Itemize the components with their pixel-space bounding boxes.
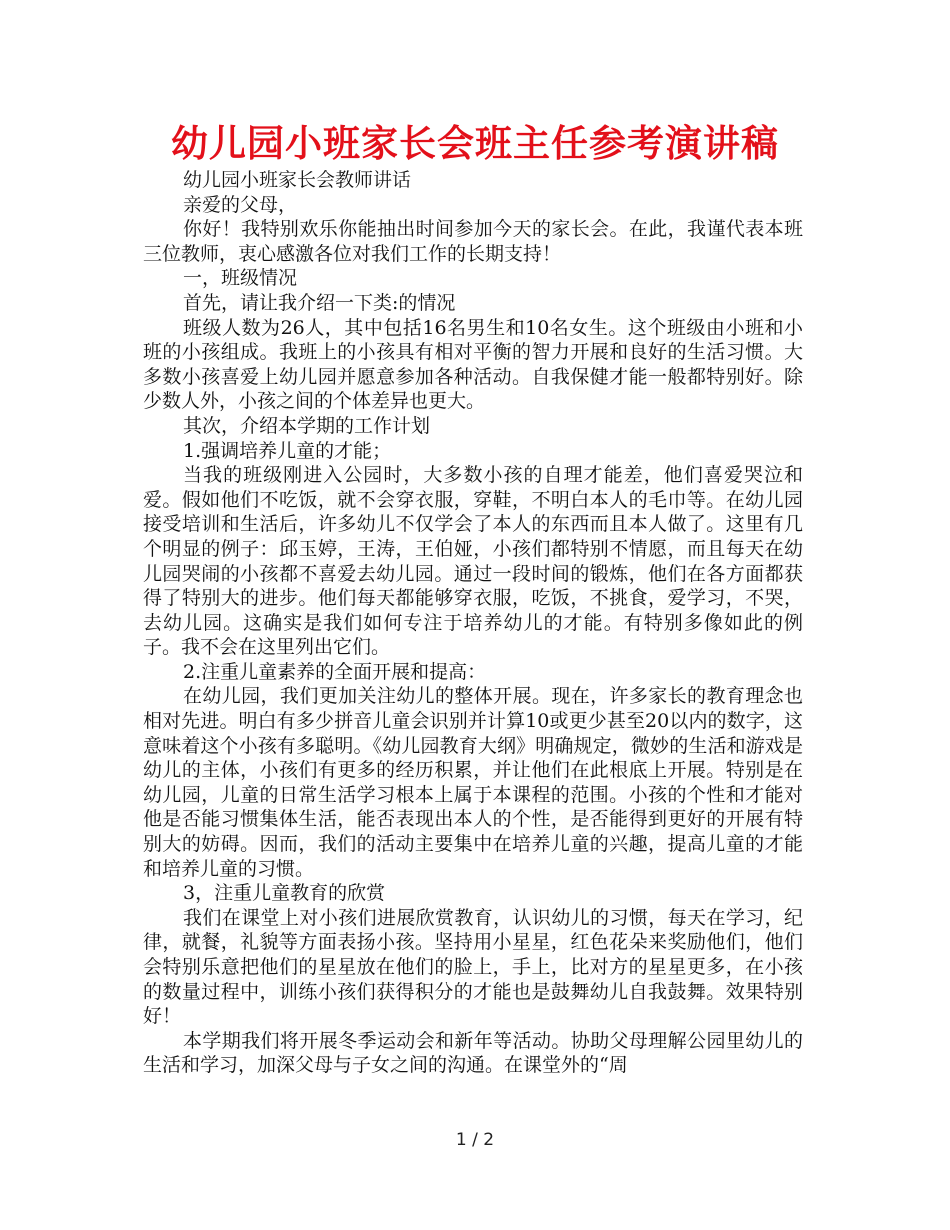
paragraph-activities: 本学期我们将开展冬季运动会和新年等活动。协助父母理解公园里幼儿的生活和学习，加深父母与子女之间的沟通。在课堂外的“周	[143, 1029, 803, 1077]
document-body	[143, 168, 803, 1078]
paragraph-subtitle: 幼儿园小班家长会教师讲话	[183, 169, 412, 191]
item-heading-2: 2.注重儿童素养的全面开展和提高：	[183, 660, 487, 683]
paragraph-greeting: 你好！我特别欢乐你能抽出时间参加今天的家长会。在此，我谨代表本班三位教师，衷心感激各位对我们工作的长期支持！	[143, 218, 803, 265]
item-heading-3: 3，注重儿童教育的欣赏	[183, 882, 386, 905]
paragraph-class-size: 班级人数为26人，其中包括16名男生和10名女生。这个班级由小班和小班的小孩组成。我班上的小孩具有相对平衡的智力开展和良好的生活习惯。大多数小孩喜爱上幼儿园并愿意参加各种活动。自我保健才能一般都特别好。除少数人外，小孩之间的个体差异也更大。	[143, 316, 803, 413]
item-heading-1: 1.强调培养儿童的才能；	[183, 439, 392, 462]
paragraph-item-2: 在幼儿园，我们更加关注幼儿的整体开展。现在，许多家长的教育理念也相对先进。明白有多少拼音儿童会识别并计算10或更少甚至20以内的数字，这意味着这个小孩有多聪明。《幼儿园教育大纲》明确规定，微妙的生活和游戏是幼儿的主体，小孩们有更多的经历积累，并让他们在此根底上开展。特别是在幼儿园，儿童的日常生活学习根本上属于本课程的范围。小孩的个性和才能对他是否能习惯集体生活，能否表现出本人的个性，是否能得到更好的开展有特别大的妨碍。因而，我们的活动主要集中在培养儿童的兴趣，提高儿童的才能和培养儿童的习惯。	[143, 685, 803, 880]
document-title: 幼儿园小班家长会班主任参考演讲稿	[171, 122, 779, 165]
paragraph-intro: 首先，请让我介绍一下类:的情况	[183, 291, 456, 314]
paragraph-item-3: 我们在课堂上对小孩们进展欣赏教育，认识幼儿的习惯，每天在学习，纪律，就餐，礼貌等方面表扬小孩。坚持用小星星，红色花朵来奖励他们，他们会特别乐意把他们的星星放在他们的脸上，手上，比对方的星星更多，在小孩的数量过程中，训练小孩们获得积分的才能也是鼓舞幼儿自我鼓舞。效果特别好！	[143, 906, 803, 1028]
paragraph-item-1: 当我的班级刚进入公园时，大多数小孩的自理才能差，他们喜爱哭泣和爱。假如他们不吃饭，就不会穿衣服，穿鞋，不明白本人的毛巾等。在幼儿园接受培训和生活后，许多幼儿不仅学会了本人的东西而且本人做了。这里有几个明显的例子：邱玉婷，王涛，王伯娅，小孩们都特别不情愿，而且每天在幼儿园哭闹的小孩都不喜爱去幼儿园。通过一段时间的锻炼，他们在各方面都获得了特别大的进步。他们每天都能够穿衣服，吃饭，不挑食，爱学习，不哭，去幼儿园。这确实是我们如何专注于培养幼儿的才能。有特别多像如此的例子。我不会在这里列出它们。	[143, 464, 803, 659]
page-indicator: 1 / 2	[455, 1130, 495, 1150]
section-heading-work-plan: 其次，介绍本学期的工作计划	[183, 414, 431, 437]
section-heading-class-situation: 一，班级情况	[183, 267, 298, 290]
paragraph-salutation: 亲爱的父母，	[183, 193, 298, 216]
